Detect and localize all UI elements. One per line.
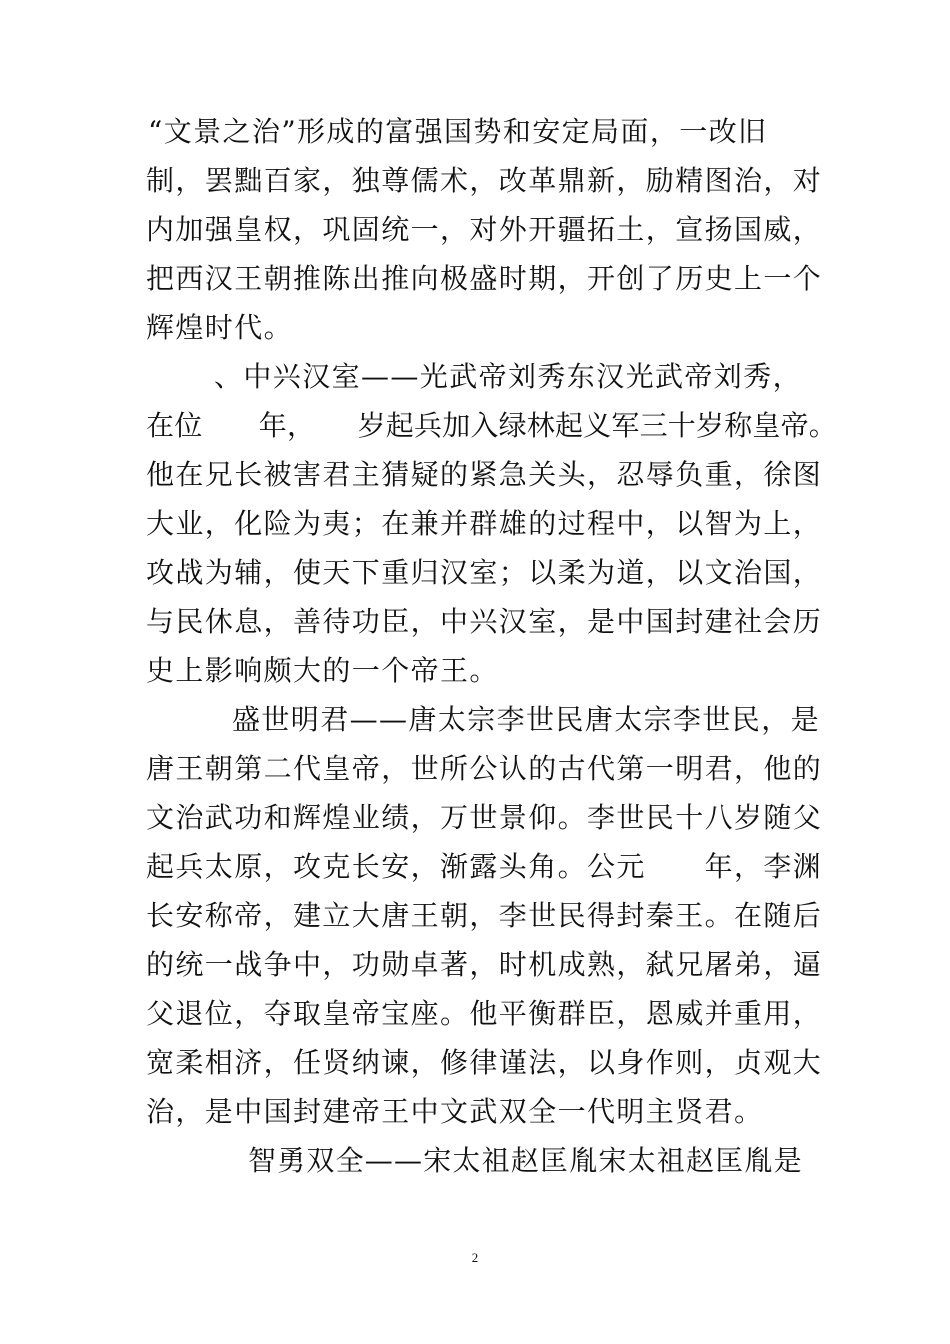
text-line: 制，罢黜百家，独尊儒术，改革鼎新，励精图治，对	[146, 164, 823, 197]
text-line: 、中兴汉室——光武帝刘秀东汉光武帝刘秀，	[214, 360, 803, 393]
text-line: 起兵太原，攻克长安，渐露头角。公元 年，李渊	[146, 850, 823, 883]
text-line: 长安称帝，建立大唐王朝，李世民得封秦王。在随后	[146, 899, 823, 932]
text-line: 盛世明君——唐太宗李世民唐太宗李世民，是	[232, 703, 821, 736]
text-line: 父退位，夺取皇帝宝座。他平衡群臣，恩威并重用，	[146, 997, 823, 1030]
text-line: 攻战为辅，使天下重归汉室；以柔为道，以文治国，	[146, 556, 823, 589]
text-line: 史上影响颇大的一个帝王。	[146, 654, 499, 687]
text-line: 文治武功和辉煌业绩，万世景仰。李世民十八岁随父	[146, 801, 823, 834]
text-line: 宽柔相济，任贤纳谏，修律谨法，以身作则，贞观大	[146, 1046, 823, 1079]
text-line: 治，是中国封建帝王中文武双全一代明主贤君。	[146, 1095, 764, 1128]
text-line: 他在兄长被害君主猜疑的紧急关头，忍辱负重，徐图	[146, 458, 823, 491]
text-line: 在位 年， 岁起兵加入绿林起义军三十岁称皇帝。	[146, 409, 838, 442]
text-line: 大业，化险为夷；在兼并群雄的过程中，以智为上，	[146, 507, 823, 540]
text-line: 唐王朝第二代皇帝，世所公认的古代第一明君，他的	[146, 752, 823, 785]
text-line: 智勇双全——宋太祖赵匡胤宋太祖赵匡胤是	[248, 1144, 803, 1177]
text-line: 内加强皇权，巩固统一，对外开疆拓土，宣扬国威，	[146, 213, 823, 246]
page-number: 2	[471, 1250, 479, 1265]
text-line: “文景之治”形成的富强国势和安定局面，一改旧	[148, 115, 768, 148]
text-line: 把西汉王朝推陈出推向极盛时期，开创了历史上一个	[146, 262, 823, 295]
text-line: 的统一战争中，功勋卓著，时机成熟，弑兄屠弟，逼	[146, 948, 823, 981]
text-line: 与民休息，善待功臣，中兴汉室，是中国封建社会历	[146, 605, 823, 638]
text-line: 辉煌时代。	[146, 311, 294, 344]
